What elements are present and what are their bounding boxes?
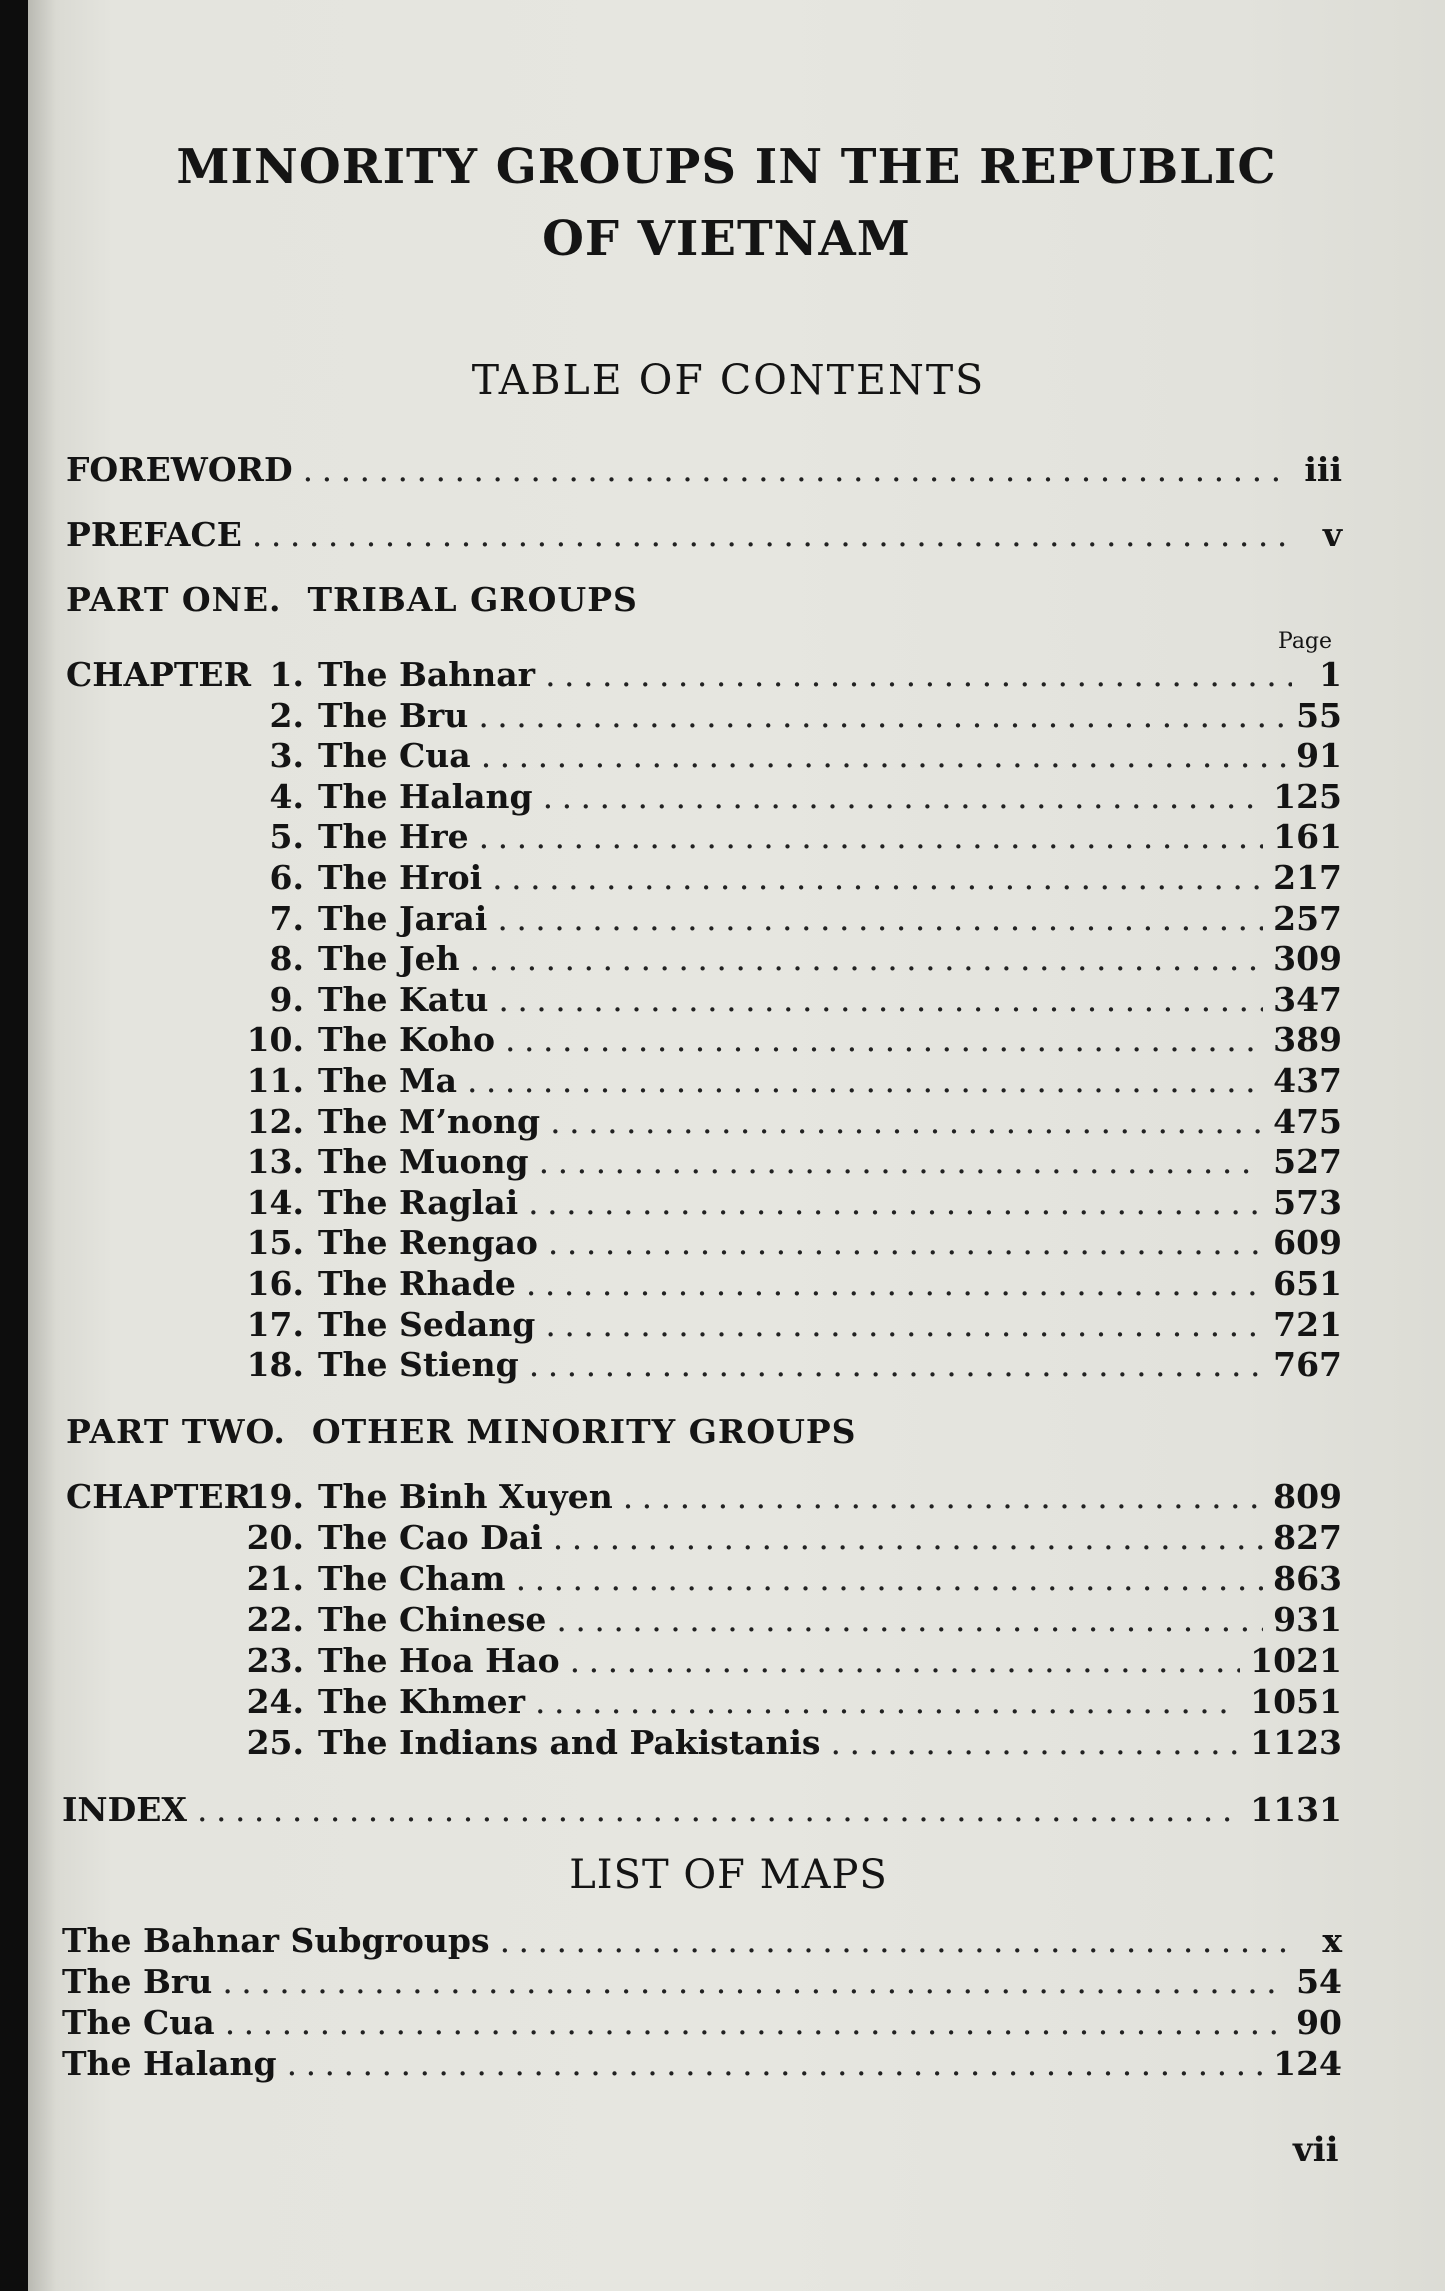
- entry-page: 257: [1273, 898, 1342, 938]
- chapter-title: The Khmer: [318, 1682, 526, 1721]
- part-one-prefix: PART ONE.: [66, 580, 282, 619]
- chapter-number: 17.: [246, 1304, 304, 1344]
- chapter-title: The Cua: [318, 736, 471, 776]
- entry-label: [66, 858, 482, 898]
- entry-label: [66, 1518, 543, 1558]
- toc-entry-chapter[interactable]: [66, 1264, 1342, 1304]
- dot-leader: [516, 1559, 1264, 1599]
- entry-label: [66, 1477, 613, 1517]
- dot-leader: [535, 1682, 1240, 1722]
- chapter-title: The M’nong: [318, 1101, 541, 1141]
- dot-leader: [545, 1305, 1263, 1345]
- toc-entry-chapter[interactable]: [66, 655, 1342, 695]
- chapter-number: 20.: [246, 1518, 304, 1557]
- toc-entry-chapter[interactable]: [66, 1723, 1342, 1763]
- chapter-number: 18.: [246, 1345, 304, 1385]
- entry-page: x: [1322, 1921, 1342, 1960]
- book-page: [28, 0, 1445, 2291]
- dot-leader: [470, 939, 1263, 979]
- entry-page: 217: [1273, 858, 1342, 897]
- toc-entry-chapter[interactable]: [66, 817, 1342, 857]
- entry-label: INDEX: [62, 1790, 187, 1829]
- entry-label: [66, 817, 469, 857]
- chapter-number: 24.: [246, 1682, 304, 1721]
- dot-leader: [500, 1921, 1292, 1961]
- chapter-title: The Ma: [318, 1061, 457, 1100]
- chapter-title: The Bahnar: [318, 655, 536, 694]
- entry-page: 767: [1273, 1345, 1342, 1385]
- dot-leader: [543, 777, 1264, 817]
- map-entry[interactable]: [62, 1921, 1342, 1961]
- toc-entry-index[interactable]: [62, 1790, 1342, 1830]
- dot-leader: [528, 1183, 1263, 1223]
- part-two-heading: [66, 1412, 857, 1452]
- entry-label: [66, 1183, 518, 1223]
- chapter-title: The Stieng: [318, 1345, 519, 1385]
- toc-entry-chapter[interactable]: [66, 1518, 1342, 1558]
- entry-page: 437: [1273, 1061, 1342, 1100]
- entry-label: [66, 1061, 457, 1101]
- dot-leader: [492, 858, 1263, 898]
- entry-page: 90: [1296, 2003, 1342, 2042]
- chapter-number: 12.: [246, 1101, 304, 1141]
- toc-entry-chapter[interactable]: [66, 1183, 1342, 1223]
- chapter-title: The Cao Dai: [318, 1518, 543, 1557]
- dot-leader: [553, 1518, 1263, 1558]
- dot-leader: [467, 1061, 1263, 1101]
- chapter-title: The Katu: [318, 979, 489, 1019]
- toc-entry-chapter[interactable]: [66, 1641, 1342, 1681]
- dot-leader: [481, 736, 1286, 776]
- chapter-number: 13.: [246, 1142, 304, 1182]
- dot-leader: [556, 1600, 1263, 1640]
- toc-entry-chapter[interactable]: [66, 696, 1342, 736]
- part-two-prefix: PART TWO.: [66, 1412, 286, 1451]
- dot-leader: [570, 1641, 1240, 1681]
- dot-leader: [550, 1102, 1263, 1142]
- part-one-heading: [66, 580, 638, 620]
- entry-label: [66, 1020, 495, 1060]
- chapter-number: 16.: [246, 1264, 304, 1303]
- entry-label: [66, 1345, 519, 1385]
- chapter-number: 22.: [246, 1600, 304, 1639]
- dot-leader: [222, 1962, 1286, 2002]
- toc-entry-chapter[interactable]: [66, 1223, 1342, 1263]
- dot-leader: [545, 655, 1292, 695]
- entry-page: 55: [1296, 695, 1342, 735]
- page-title-line-1: MINORITY GROUPS IN THE REPUBLIC: [176, 139, 1277, 195]
- entry-label: [66, 1682, 525, 1722]
- entry-page: 1021: [1250, 1641, 1342, 1680]
- entry-label: [66, 1305, 535, 1345]
- chapter-number: 14.: [246, 1182, 304, 1222]
- dot-leader: [479, 817, 1264, 857]
- entry-page: 309: [1273, 939, 1342, 979]
- toc-entry-chapter[interactable]: [66, 939, 1342, 979]
- chapter-title: The Rengao: [318, 1223, 538, 1263]
- entry-page: 54: [1296, 1962, 1342, 2001]
- toc-entry-chapter[interactable]: [66, 1477, 1342, 1517]
- chapter-number: 19.: [246, 1477, 304, 1516]
- dot-leader: [197, 1790, 1240, 1830]
- map-entry[interactable]: [62, 2044, 1342, 2084]
- page-title-line-2: OF VIETNAM: [542, 211, 911, 267]
- dot-leader: [498, 980, 1263, 1020]
- dot-leader: [539, 1142, 1263, 1182]
- chapter-title: The Raglai: [318, 1182, 519, 1222]
- chapter-word: CHAPTER: [66, 1477, 251, 1516]
- entry-label: [66, 899, 487, 939]
- dot-leader: [252, 515, 1292, 555]
- toc-entry-chapter[interactable]: [66, 777, 1342, 817]
- chapter-number: 1.: [269, 655, 304, 694]
- entry-label: [66, 1223, 538, 1263]
- dot-leader: [287, 2044, 1264, 2084]
- entry-page: 863: [1273, 1559, 1342, 1598]
- chapter-number: 2.: [269, 695, 304, 735]
- entry-page: 475: [1273, 1101, 1342, 1141]
- chapter-title: The Halang: [318, 776, 533, 816]
- chapter-title: The Rhade: [318, 1264, 516, 1303]
- page-column-header: Page: [1278, 629, 1333, 654]
- entry-label: [66, 1723, 820, 1763]
- map-entry[interactable]: [62, 1962, 1342, 2002]
- entry-label: [66, 736, 471, 776]
- chapter-number: 7.: [269, 898, 304, 938]
- entry-page: v: [1322, 515, 1342, 554]
- dot-leader: [830, 1723, 1240, 1763]
- part-one-title: TRIBAL GROUPS: [307, 580, 638, 619]
- chapter-number: 6.: [269, 858, 304, 897]
- chapter-title: The Sedang: [318, 1304, 536, 1344]
- toc-entry-chapter[interactable]: [66, 1682, 1342, 1722]
- toc-entry-chapter[interactable]: [66, 1102, 1342, 1142]
- entry-page: 1131: [1250, 1790, 1342, 1829]
- entry-label: [66, 655, 535, 695]
- toc-entry-chapter[interactable]: [66, 1600, 1342, 1640]
- entry-page: 651: [1273, 1264, 1342, 1303]
- chapter-number: 8.: [269, 939, 304, 979]
- dot-leader: [548, 1223, 1263, 1263]
- maps-heading: LIST OF MAPS: [569, 1852, 888, 1898]
- entry-page: 609: [1273, 1223, 1342, 1263]
- entry-label: [66, 777, 533, 817]
- entry-page: 1: [1319, 655, 1342, 694]
- chapter-number: 10.: [246, 1020, 304, 1060]
- chapter-number: 11.: [246, 1061, 304, 1100]
- entry-label: [66, 980, 488, 1020]
- entry-page: 125: [1273, 776, 1342, 816]
- chapter-title: The Chinese: [318, 1600, 547, 1639]
- entry-label: PREFACE: [66, 515, 242, 554]
- entry-page: 931: [1273, 1600, 1342, 1639]
- entry-page: 573: [1273, 1182, 1342, 1222]
- toc-entry-chapter[interactable]: [66, 1061, 1342, 1101]
- dot-leader: [303, 450, 1292, 490]
- page-folio: vii: [1293, 2130, 1339, 2170]
- toc-entry-chapter[interactable]: [66, 1559, 1342, 1599]
- toc-heading: TABLE OF CONTENTS: [471, 356, 986, 404]
- map-title: The Cua: [62, 2003, 215, 2042]
- chapter-title: The Binh Xuyen: [318, 1477, 613, 1516]
- entry-page: 347: [1273, 979, 1342, 1019]
- map-title: The Bru: [62, 1962, 213, 2001]
- chapter-word: CHAPTER: [66, 655, 251, 694]
- dot-leader: [529, 1345, 1263, 1385]
- chapter-number: 15.: [246, 1223, 304, 1263]
- entry-label: [66, 939, 460, 979]
- chapter-number: 3.: [269, 736, 304, 776]
- toc-entry-foreword[interactable]: [66, 450, 1342, 490]
- entry-label: [66, 696, 468, 736]
- toc-entry-chapter[interactable]: [66, 858, 1342, 898]
- dot-leader: [526, 1264, 1263, 1304]
- toc-entry-chapter[interactable]: [66, 736, 1342, 776]
- entry-page: 809: [1273, 1477, 1342, 1516]
- chapter-title: The Hre: [318, 817, 469, 857]
- chapter-title: The Cham: [318, 1559, 506, 1598]
- entry-label: FOREWORD: [66, 450, 293, 489]
- toc-entry-preface[interactable]: [66, 515, 1342, 555]
- entry-page: 1123: [1250, 1723, 1342, 1762]
- toc-entry-chapter[interactable]: [66, 1020, 1342, 1060]
- entry-label: [66, 1641, 560, 1681]
- chapter-number: 9.: [269, 979, 304, 1019]
- entry-page: 389: [1273, 1020, 1342, 1060]
- toc-entry-chapter[interactable]: [66, 1142, 1342, 1182]
- entry-label: [66, 1102, 540, 1142]
- chapter-title: The Jarai: [318, 898, 488, 938]
- dot-leader: [623, 1477, 1263, 1517]
- entry-page: 527: [1273, 1142, 1342, 1182]
- chapter-number: 21.: [246, 1559, 304, 1598]
- entry-page: 124: [1273, 2044, 1342, 2083]
- entry-label: [66, 1142, 529, 1182]
- chapter-title: The Jeh: [318, 939, 460, 979]
- chapter-title: The Indians and Pakistanis: [318, 1723, 821, 1762]
- entry-label: [66, 1264, 516, 1304]
- chapter-number: 4.: [269, 776, 304, 816]
- entry-page: iii: [1304, 450, 1342, 489]
- toc-entry-chapter[interactable]: [66, 1305, 1342, 1345]
- map-title: The Halang: [62, 2044, 277, 2083]
- chapter-title: The Hoa Hao: [318, 1641, 560, 1680]
- entry-page: 827: [1273, 1518, 1342, 1557]
- part-two-title: OTHER MINORITY GROUPS: [311, 1412, 857, 1451]
- dot-leader: [225, 2003, 1286, 2043]
- chapter-number: 5.: [269, 817, 304, 857]
- chapter-number: 25.: [246, 1723, 304, 1762]
- entry-page: 1051: [1250, 1682, 1342, 1721]
- toc-entry-chapter[interactable]: [66, 1345, 1342, 1385]
- dot-leader: [478, 696, 1286, 736]
- entry-page: 721: [1273, 1304, 1342, 1344]
- toc-entry-chapter[interactable]: [66, 980, 1342, 1020]
- entry-page: 161: [1273, 817, 1342, 857]
- map-entry[interactable]: [62, 2003, 1342, 2043]
- chapter-title: The Hroi: [318, 858, 483, 897]
- chapter-title: The Muong: [318, 1142, 529, 1182]
- map-title: The Bahnar Subgroups: [62, 1921, 490, 1960]
- chapter-title: The Bru: [318, 695, 469, 735]
- toc-entry-chapter[interactable]: [66, 899, 1342, 939]
- chapter-number: 23.: [246, 1641, 304, 1680]
- entry-page: 91: [1296, 736, 1342, 776]
- entry-label: [66, 1559, 506, 1599]
- dot-leader: [497, 899, 1263, 939]
- dot-leader: [505, 1020, 1263, 1060]
- entry-label: [66, 1600, 546, 1640]
- chapter-title: The Koho: [318, 1020, 496, 1060]
